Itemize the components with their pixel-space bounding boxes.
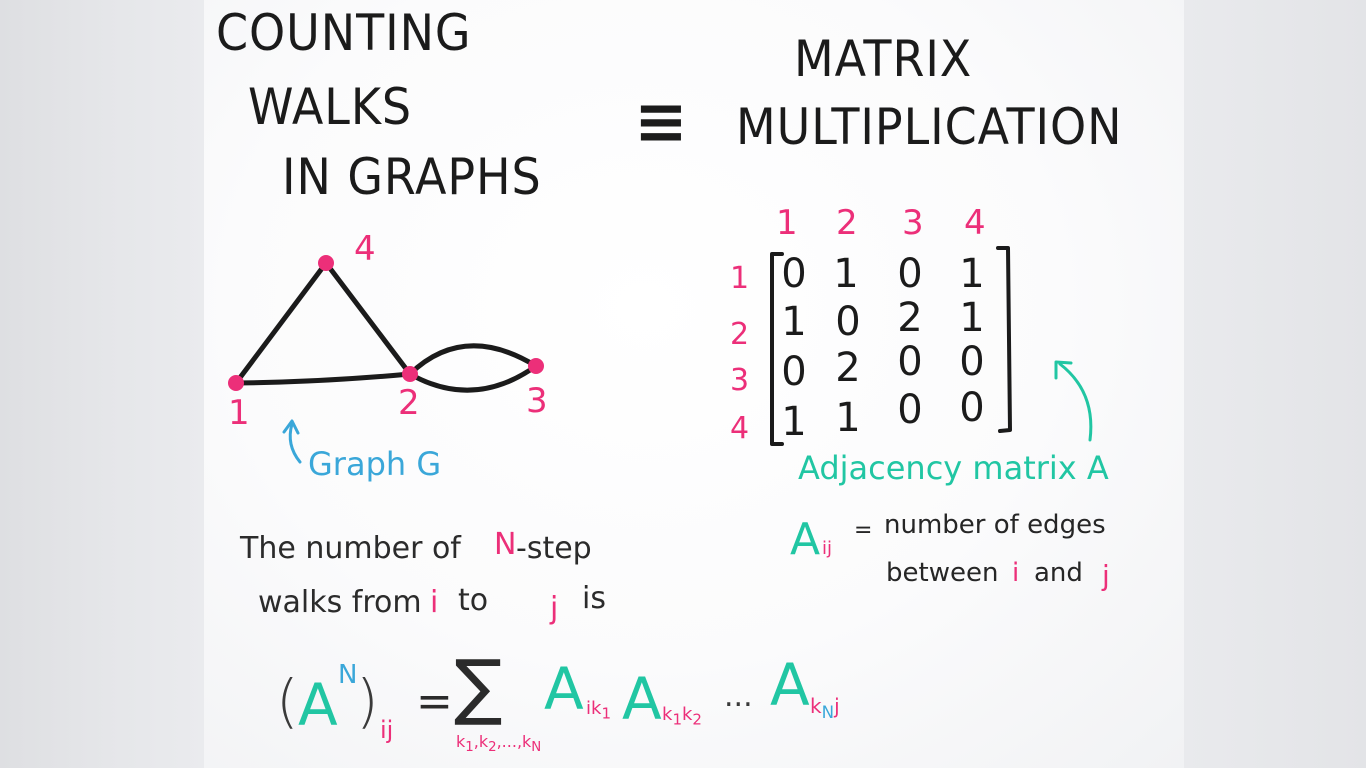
graph-label-3: 3 — [526, 381, 548, 421]
edge-1-4 — [236, 263, 326, 383]
graph-label-1: 1 — [228, 393, 250, 433]
term2-k2-idx: 2 — [692, 710, 702, 729]
formula-term2-A: A — [622, 665, 662, 733]
graph-drawing — [204, 0, 1184, 768]
sum-kN-idx: N — [531, 740, 542, 756]
graph-node-2 — [402, 366, 418, 382]
sum-sep1: , — [473, 732, 479, 751]
matrix-caption-arrow-icon — [1060, 364, 1091, 440]
sum-sep2: ,..., — [496, 732, 523, 751]
definition-symbol: A — [790, 514, 821, 565]
edge-2-3-lower — [410, 366, 536, 390]
matrix-row-label-1: 1 — [730, 261, 750, 296]
statement-to: to — [458, 583, 489, 618]
matrix-cell: 0 — [897, 251, 923, 297]
statement-N: N — [494, 527, 517, 562]
term1-i: i — [586, 698, 592, 719]
formula-sum-icon: ∑ — [454, 644, 503, 728]
matrix-cell: 0 — [959, 385, 985, 431]
formula-A: A — [298, 671, 338, 739]
term1-k-idx: 1 — [601, 704, 611, 723]
matrix-cell: 0 — [897, 339, 923, 385]
background-right-margin — [1184, 0, 1366, 768]
whiteboard — [204, 0, 1184, 768]
formula-term3-A: A — [770, 651, 810, 719]
matrix-cell: 1 — [959, 295, 985, 341]
matrix-col-label-1: 1 — [776, 203, 798, 243]
title-right-line1: MATRIX — [794, 30, 973, 88]
term2-k1-idx: 1 — [672, 710, 682, 729]
graph-node-4 — [318, 255, 334, 271]
definition-subscript: ij — [822, 538, 833, 559]
matrix-col-label-4: 4 — [964, 203, 986, 243]
matrix-cell: 2 — [835, 345, 861, 391]
matrix-cell: 1 — [781, 299, 807, 345]
definition-equals: = — [854, 518, 873, 543]
term1-k: k — [591, 698, 602, 719]
title-left-line3: IN GRAPHS — [282, 148, 542, 206]
formula-term2-sub — [662, 706, 702, 728]
statement-line1-prefix: The number of — [240, 531, 461, 566]
matrix-right-bracket — [998, 248, 1010, 431]
graph-node-1 — [228, 375, 244, 391]
definition-line1: number of edges — [884, 510, 1106, 540]
matrix-row-label-3: 3 — [730, 363, 750, 398]
edge-4-2 — [326, 263, 410, 374]
formula-equals: = — [416, 676, 453, 727]
matrix-cell: 2 — [897, 295, 923, 341]
edge-1-2 — [236, 374, 410, 383]
formula-term1-sub — [586, 700, 611, 722]
statement-i: i — [430, 585, 439, 620]
sum-k1-idx: 1 — [465, 740, 474, 756]
matrix-col-label-3: 3 — [902, 203, 924, 243]
title-left-line2: WALKS — [248, 78, 413, 136]
sum-kN: k — [522, 732, 532, 751]
statement-line2-prefix: walks from — [258, 585, 422, 620]
term2-k2: k — [681, 704, 693, 725]
formula-open-paren: ( — [276, 667, 299, 735]
formula-ellipsis: ... — [724, 679, 753, 714]
matrix-cell: 0 — [781, 251, 807, 297]
title-right-line2: MULTIPLICATION — [736, 98, 1123, 156]
term3-j: j — [834, 694, 840, 718]
sum-k1: k — [456, 732, 466, 751]
definition-and: and — [1034, 558, 1083, 588]
graph-node-3 — [528, 358, 544, 374]
statement-line1-suffix: -step — [516, 531, 592, 566]
definition-j: j — [1102, 559, 1110, 592]
background-left-margin — [0, 0, 204, 768]
matrix-cell: 1 — [959, 251, 985, 297]
title-left-line1: COUNTING — [216, 4, 472, 62]
definition-i: i — [1012, 558, 1020, 588]
matrix-row-label-2: 2 — [730, 317, 750, 352]
matrix-cell: 1 — [835, 395, 861, 441]
edge-2-3-upper — [410, 346, 536, 374]
formula-subscript-ij: ij — [380, 716, 394, 744]
term2-k1: k — [662, 704, 673, 725]
matrix-cell: 0 — [959, 339, 985, 385]
matrix-cell: 0 — [781, 349, 807, 395]
graph-label-2: 2 — [398, 383, 420, 423]
matrix-cell: 1 — [833, 251, 859, 297]
sum-k2-idx: 2 — [488, 740, 497, 756]
matrix-row-label-4: 4 — [730, 411, 750, 446]
matrix-cell: 0 — [835, 299, 861, 345]
statement-j: j — [550, 591, 559, 626]
matrix-caption: Adjacency matrix A — [798, 449, 1109, 487]
formula-exponent-N: N — [338, 660, 358, 690]
formula-term3-sub — [810, 696, 840, 722]
sum-k2: k — [478, 732, 489, 751]
matrix-cell: 1 — [781, 399, 807, 445]
graph-caption: Graph G — [308, 445, 442, 483]
equivalence-symbol: ≡ — [634, 85, 688, 159]
matrix-cell: 0 — [897, 387, 923, 433]
formula-close-paren: ) — [356, 667, 379, 735]
definition-between: between — [886, 558, 999, 588]
statement-is: is — [582, 581, 606, 616]
formula-term1-A: A — [544, 655, 584, 723]
matrix-col-label-2: 2 — [836, 203, 858, 243]
graph-label-4: 4 — [354, 229, 376, 269]
formula-sum-index — [456, 734, 541, 755]
term3-k: k — [810, 694, 822, 718]
term3-N: N — [821, 703, 835, 722]
